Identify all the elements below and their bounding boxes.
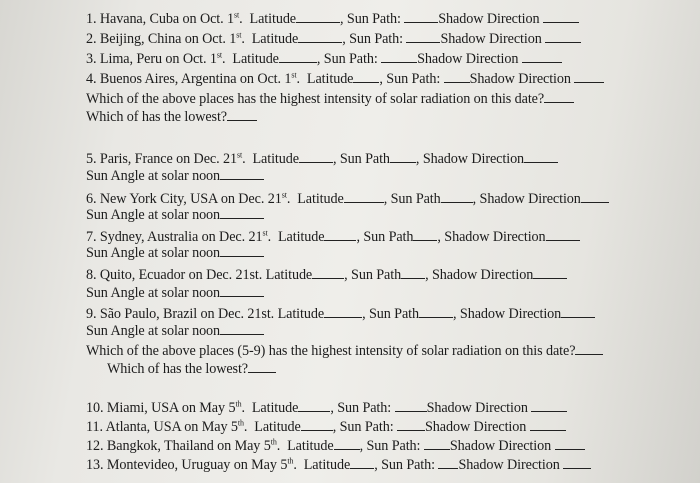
place-date: Buenos Aires, Argentina on Oct. 1 [99,71,292,87]
ordinal-suffix: st [236,150,243,160]
question-6: 6. New York City, USA on Dec. 21st. Latitude , Sun Path , Shadow Direction [86,191,609,208]
question-number: 10. [86,400,104,416]
sun-path-blank [444,71,470,83]
question-number: 1. [86,11,97,27]
shadow-direction-blank [524,151,558,163]
latitude-label: Latitude [297,191,344,207]
latitude-label: Latitude [306,71,354,87]
sun-angle-9 [86,323,264,340]
ordinal-suffix: th [270,437,277,447]
sun-path-blank [401,267,425,279]
question-8 [86,267,567,284]
sun-path-blank [397,419,425,431]
question-number: 7. [86,229,97,245]
shadow-direction-label: Shadow Direction [425,419,527,435]
highest-intensity-question-1 [86,91,574,108]
shadow-direction-label: Shadow Direction [469,71,571,87]
latitude-label: Latitude [252,151,299,167]
question-text: Which of has the lowest? [107,361,249,377]
ordinal-suffix: th [235,399,242,409]
sun-angle-7 [86,245,264,262]
sun-angle-label: Sun Angle at solar noon [86,323,221,339]
question-number: 2. [86,31,97,47]
latitude-label: Latitude [303,457,351,473]
sun-angle-blank [220,168,264,180]
question-12: 12. Bangkok, Thailand on May 5th. Latitude , Sun Path: Shadow Direction [86,438,585,455]
lowest-intensity-question-2 [107,361,276,378]
latitude-blank [301,419,333,431]
ordinal-suffix: th [237,418,244,428]
sun-path-label: , Sun Path: [374,457,435,473]
ordinal-suffix: st [234,10,240,20]
sun-path-blank [404,11,438,23]
question-text: Which of has the lowest? [86,109,228,125]
place-date: Beijing, China on Oct. 1 [99,31,237,47]
latitude-label: Latitude [251,400,299,416]
sun-path-label: , Sun Path: [330,400,392,416]
latitude-label: Latitude [251,31,299,47]
latitude-blank [324,306,362,318]
shadow-direction-blank [543,11,579,23]
shadow-direction-blank [531,400,567,412]
latitude-blank [299,151,333,163]
answer-blank [575,343,603,355]
sun-angle-8 [86,285,264,302]
sun-path-label: , Sun Path: [379,71,441,87]
question-9 [86,306,595,323]
place-date: Atlanta, USA on May 5 [105,419,238,435]
latitude-label: Latitude [277,306,325,322]
answer-blank [248,361,276,373]
sun-path-blank [424,438,450,450]
sun-angle-label: Sun Angle at solar noon [86,285,221,301]
sun-path-blank [406,31,440,43]
sun-angle-5 [86,168,264,185]
latitude-label: Latitude [277,229,325,245]
sun-path-blank [390,151,416,163]
sun-path-label: , Sun Path [383,191,441,207]
sun-angle-label: Sun Angle at solar noon [86,207,221,223]
shadow-direction-label: , Shadow Direction [453,306,562,322]
sun-angle-label: Sun Angle at solar noon [86,168,221,184]
question-text: Which of the above places (5-9) has the highest intensity of solar radiation on this date? [86,343,576,359]
shadow-direction-blank [522,51,562,63]
question-1: 1. Havana, Cuba on Oct. 1st. Latitude , Sun Path: Shadow Direction [86,11,579,28]
shadow-direction-blank [555,438,585,450]
shadow-direction-label: Shadow Direction [417,51,519,67]
question-3: 3. Lima, Peru on Oct. 1st. Latitude , Sun Path: Shadow Direction [86,51,562,68]
place-date: Lima, Peru on Oct. 1 [99,51,217,67]
shadow-direction-blank [574,71,604,83]
sun-path-blank [438,457,458,469]
sun-path-label: , Sun Path: [316,51,378,67]
place-date: Sydney, Australia on Dec. 21 [99,229,263,245]
latitude-label: Latitude [249,11,297,27]
shadow-direction-label: Shadow Direction [426,400,528,416]
place-date: New York City, USA on Dec. 21 [99,191,282,207]
question-4: 4. Buenos Aires, Argentina on Oct. 1st. Latitude , Sun Path: Shadow Direction [86,71,604,88]
question-number: 3. [86,51,97,67]
ordinal-suffix: th [287,456,294,466]
sun-path-label: , Sun Path: [332,419,394,435]
question-7: 7. Sydney, Australia on Dec. 21st. Latitude , Sun Path , Shadow Direction [86,229,580,246]
place-date: Paris, France on Dec. 21 [99,151,237,167]
sun-path-label: , Sun Path [356,229,414,245]
latitude-blank [350,457,374,469]
sun-path-blank [395,400,427,412]
sun-angle-blank [220,323,264,335]
question-number: 6. [86,191,97,207]
latitude-blank [353,71,379,83]
question-number: 11. [86,419,103,435]
sun-path-label: , Sun Path [332,151,390,167]
sun-path-blank [441,191,473,203]
shadow-direction-label: Shadow Direction [440,31,542,47]
highest-intensity-question-2 [86,343,603,360]
sun-angle-label: Sun Angle at solar noon [86,245,221,261]
shadow-direction-label: , Shadow Direction [437,229,546,245]
ordinal-suffix: st [291,70,297,80]
shadow-direction-blank [581,191,609,203]
answer-blank [227,109,257,121]
latitude-label: Latitude [254,419,301,435]
question-13: 13. Montevideo, Uruguay on May 5th. Latitude , Sun Path: Shadow Direction [86,457,591,474]
question-number: 12. [86,438,104,454]
sun-angle-blank [220,285,264,297]
sun-path-label: , Sun Path [362,306,420,322]
sun-path-blank [419,306,453,318]
question-2: 2. Beijing, China on Oct. 1st. Latitude , Sun Path: Shadow Direction [86,31,581,48]
sun-angle-6 [86,207,264,224]
question-number: 8. [86,267,97,283]
shadow-direction-label: Shadow Direction [458,457,560,473]
question-5: 5. Paris, France on Dec. 21st. Latitude , Sun Path , Shadow Direction [86,151,558,168]
question-number: 9. [86,306,97,322]
shadow-direction-label: , Shadow Direction [415,151,525,167]
latitude-blank [296,11,340,23]
place-date: Quito, Ecuador on Dec. 21st. [99,267,263,283]
shadow-direction-label: Shadow Direction [438,11,540,27]
ordinal-suffix: st [281,190,287,200]
sun-angle-blank [220,207,264,219]
latitude-blank [298,31,342,43]
place-date: Montevideo, Uruguay on May 5 [106,457,288,473]
sun-path-label: , Sun Path: [340,11,401,27]
place-date: Bangkok, Thailand on May 5 [106,438,271,454]
question-number: 5. [86,151,97,167]
question-10: 10. Miami, USA on May 5th. Latitude , Sun Path: Shadow Direction [86,400,567,417]
place-date: Miami, USA on May 5 [106,400,236,416]
latitude-label: Latitude [287,438,334,454]
sun-path-label: , Sun Path [344,267,402,283]
shadow-direction-label: Shadow Direction [449,438,552,454]
question-text: Which of the above places has the highest intensity of solar radiation on this date? [86,91,545,107]
latitude-label: Latitude [265,267,313,283]
question-number: 4. [86,71,97,87]
latitude-blank [312,267,344,279]
latitude-label: Latitude [232,51,279,67]
sun-path-label: , Sun Path: [342,31,403,47]
question-11: 11. Atlanta, USA on May 5th. Latitude , Sun Path: Shadow Direction [86,419,566,436]
shadow-direction-blank [561,306,595,318]
latitude-blank [324,229,356,241]
sun-path-blank [413,229,437,241]
shadow-direction-blank [533,267,567,279]
place-date: Havana, Cuba on Oct. 1 [99,11,235,27]
shadow-direction-blank [563,457,591,469]
shadow-direction-blank [546,229,580,241]
ordinal-suffix: st [262,228,268,238]
lowest-intensity-question-1 [86,109,257,126]
latitude-blank [344,191,384,203]
latitude-blank [279,51,317,63]
sun-path-blank [381,51,417,63]
shadow-direction-label: , Shadow Direction [425,267,534,283]
shadow-direction-blank [545,31,581,43]
shadow-direction-blank [530,419,566,431]
answer-blank [544,91,574,103]
sun-path-label: , Sun Path: [359,438,421,454]
ordinal-suffix: st [236,30,242,40]
sun-angle-blank [220,245,264,257]
question-number: 13. [86,457,104,473]
place-date: São Paulo, Brazil on Dec. 21st. [99,306,275,322]
latitude-blank [298,400,330,412]
latitude-blank [334,438,360,450]
shadow-direction-label: , Shadow Direction [472,191,581,207]
ordinal-suffix: st [216,50,223,60]
